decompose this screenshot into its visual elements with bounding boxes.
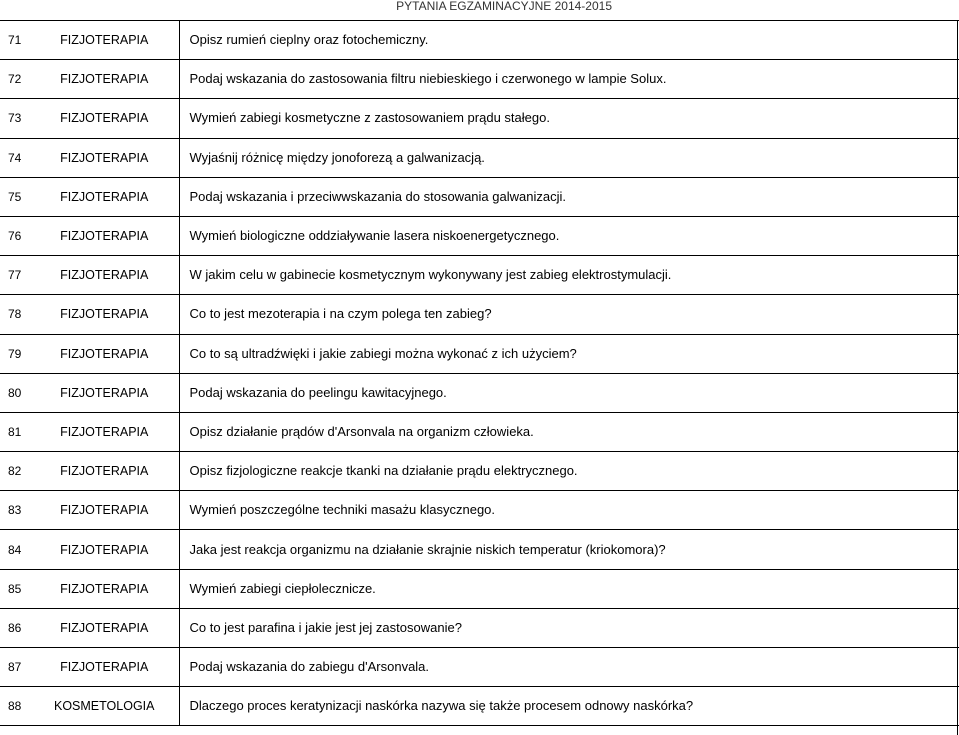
question-number: 88 (0, 687, 30, 726)
question-text: Podaj wskazania do zabiegu d'Arsonvala. (179, 648, 959, 687)
question-text: Wymień zabiegi ciepłolecznicze. (179, 569, 959, 608)
table-row (0, 334, 959, 373)
table-row (0, 569, 959, 608)
table-row (0, 60, 959, 99)
table-row (0, 373, 959, 412)
question-text: Wymień poszczególne techniki masażu klasycznego. (179, 491, 959, 530)
table-row (0, 256, 959, 295)
question-subject: FIZJOTERAPIA (30, 452, 179, 491)
question-text: Wymień zabiegi kosmetyczne z zastosowaniem prądu stałego. (179, 99, 959, 138)
table-row (0, 452, 959, 491)
question-number: 78 (0, 295, 30, 334)
question-number: 72 (0, 60, 30, 99)
question-subject: FIZJOTERAPIA (30, 334, 179, 373)
question-subject: FIZJOTERAPIA (30, 256, 179, 295)
table-row (0, 412, 959, 451)
question-text: Podaj wskazania do peelingu kawitacyjnego. (179, 373, 959, 412)
question-text: Jaka jest reakcja organizmu na działanie skrajnie niskich temperatur (kriokomora)? (179, 530, 959, 569)
question-text: W jakim celu w gabinecie kosmetycznym wykonywany jest zabieg elektrostymulacji. (179, 256, 959, 295)
question-subject: FIZJOTERAPIA (30, 216, 179, 255)
question-number: 85 (0, 569, 30, 608)
question-subject: FIZJOTERAPIA (30, 60, 179, 99)
table-row (0, 99, 959, 138)
question-text: Co to jest parafina i jakie jest jej zastosowanie? (179, 608, 959, 647)
table-row (0, 648, 959, 687)
table-row (0, 687, 959, 726)
question-number: 73 (0, 99, 30, 138)
question-text: Dlaczego proces keratynizacji naskórka nazywa się także procesem odnowy naskórka? (179, 687, 959, 726)
question-text: Opisz fizjologiczne reakcje tkanki na działanie prądu elektrycznego. (179, 452, 959, 491)
question-number: 84 (0, 530, 30, 569)
question-subject: FIZJOTERAPIA (30, 373, 179, 412)
question-number: 80 (0, 373, 30, 412)
table-row (0, 177, 959, 216)
question-text: Opisz działanie prądów d'Arsonvala na organizm człowieka. (179, 412, 959, 451)
question-text: Wyjaśnij różnicę między jonoforezą a galwanizacją. (179, 138, 959, 177)
question-number: 83 (0, 491, 30, 530)
question-text: Podaj wskazania do zastosowania filtru niebieskiego i czerwonego w lampie Solux. (179, 60, 959, 99)
question-subject: FIZJOTERAPIA (30, 412, 179, 451)
question-number: 75 (0, 177, 30, 216)
question-number: 74 (0, 138, 30, 177)
table-row (0, 21, 959, 60)
questions-table (0, 20, 959, 726)
question-subject: FIZJOTERAPIA (30, 177, 179, 216)
question-subject: FIZJOTERAPIA (30, 569, 179, 608)
question-text: Co to jest mezoterapia i na czym polega ten zabieg? (179, 295, 959, 334)
question-text: Opisz rumień cieplny oraz fotochemiczny. (179, 21, 959, 60)
question-text: Co to są ultradźwięki i jakie zabiegi można wykonać z ich użyciem? (179, 334, 959, 373)
question-subject: FIZJOTERAPIA (30, 530, 179, 569)
question-subject: FIZJOTERAPIA (30, 491, 179, 530)
table-row (0, 138, 959, 177)
table-row (0, 216, 959, 255)
question-number: 87 (0, 648, 30, 687)
table-row (0, 608, 959, 647)
question-number: 79 (0, 334, 30, 373)
question-number: 82 (0, 452, 30, 491)
table-row (0, 295, 959, 334)
question-number: 77 (0, 256, 30, 295)
table-right-border (957, 20, 958, 735)
question-subject: FIZJOTERAPIA (30, 295, 179, 334)
question-number: 81 (0, 412, 30, 451)
question-subject: FIZJOTERAPIA (30, 99, 179, 138)
question-subject: FIZJOTERAPIA (30, 608, 179, 647)
table-row (0, 530, 959, 569)
question-number: 86 (0, 608, 30, 647)
question-subject: KOSMETOLOGIA (30, 687, 179, 726)
question-number: 71 (0, 21, 30, 60)
questions-table-body (0, 21, 959, 726)
question-number: 76 (0, 216, 30, 255)
question-text: Wymień biologiczne oddziaływanie lasera niskoenergetycznego. (179, 216, 959, 255)
question-text: Podaj wskazania i przeciwwskazania do stosowania galwanizacji. (179, 177, 959, 216)
question-subject: FIZJOTERAPIA (30, 648, 179, 687)
table-row (0, 491, 959, 530)
question-subject: FIZJOTERAPIA (30, 21, 179, 60)
page-header-title: PYTANIA EGZAMINACYJNE 2014-2015 (396, 0, 612, 13)
question-subject: FIZJOTERAPIA (30, 138, 179, 177)
